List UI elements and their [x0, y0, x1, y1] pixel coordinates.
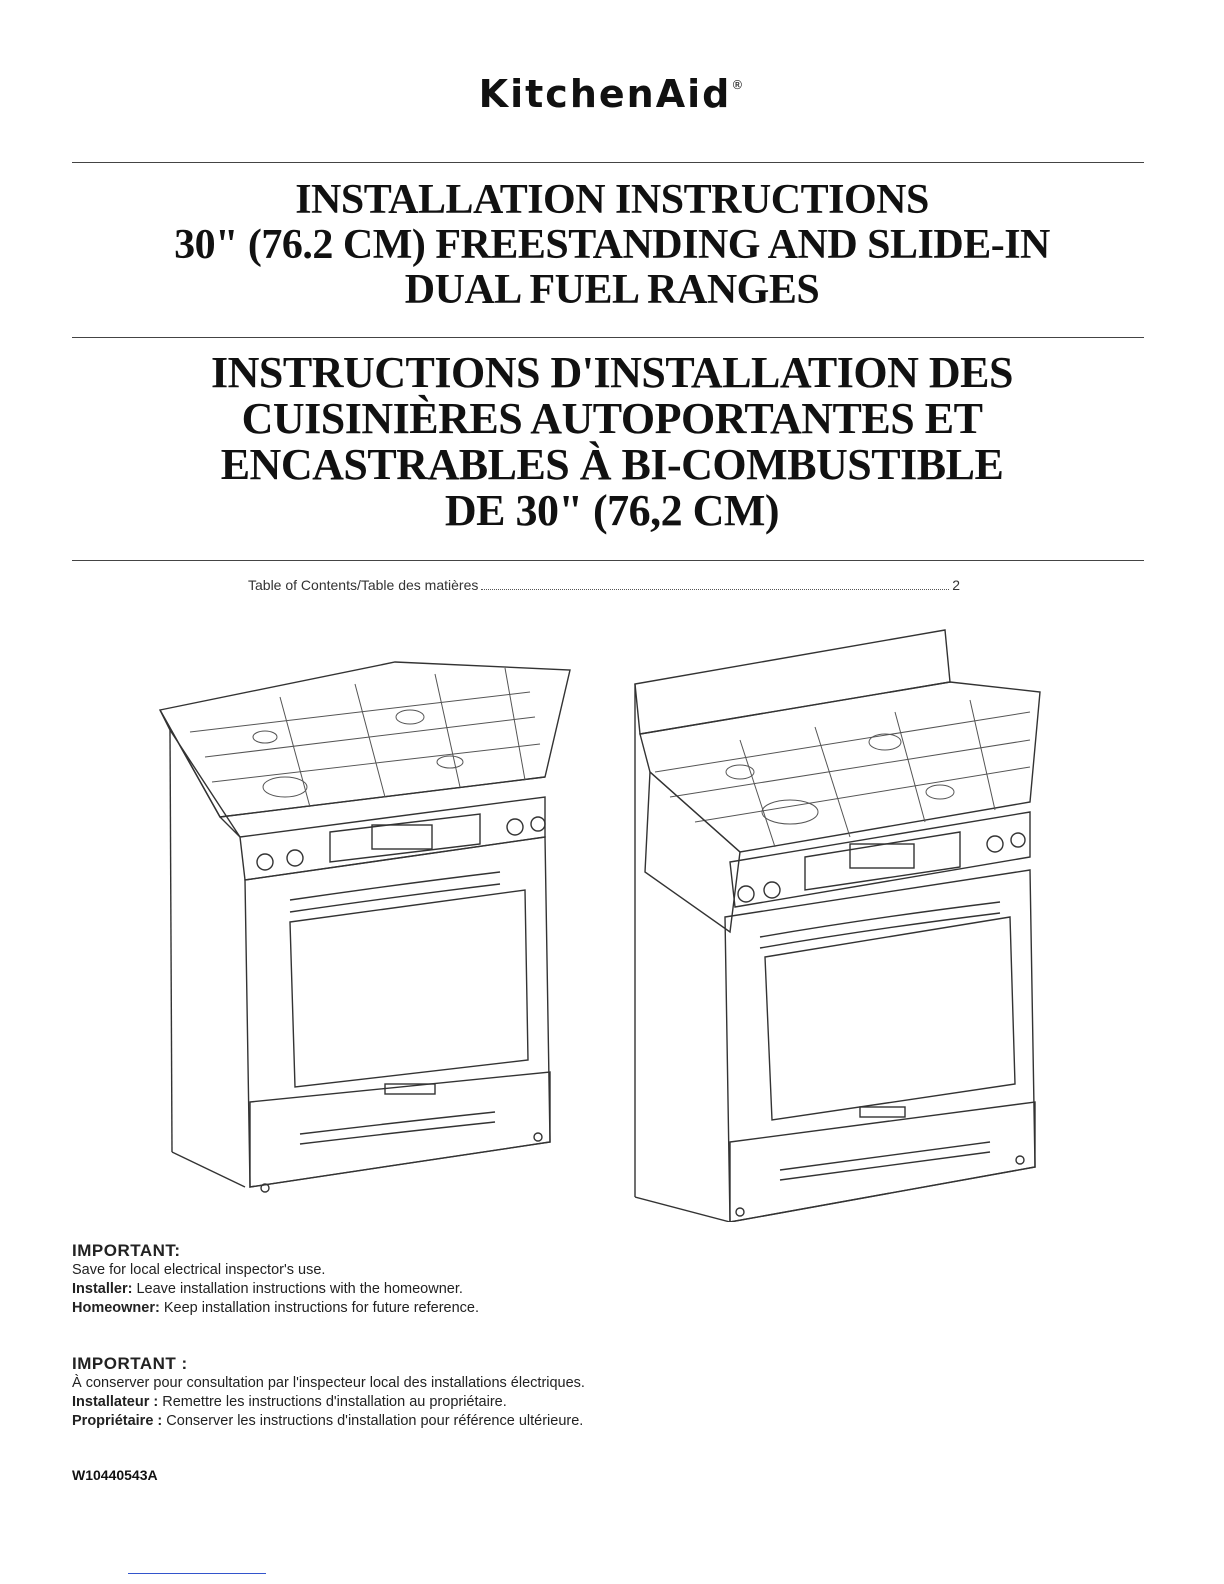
toc-page-number: 2 [952, 577, 960, 593]
title-en-line2: 30" (76.2 CM) FREESTANDING AND SLIDE-IN [174, 222, 1050, 268]
part-number: W10440543A [72, 1467, 158, 1483]
title-english [0, 178, 1224, 313]
title-en-line3: DUAL FUEL RANGES [404, 267, 820, 313]
divider-bottom [72, 560, 1144, 561]
installer-text-fr: Remettre les instructions d'installation au propriétaire. [158, 1394, 507, 1410]
title-fr-line2: CUISINIÈRES AUTOPORTANTES ET [241, 394, 983, 443]
homeowner-label-en: Homeowner: [72, 1300, 160, 1316]
title-fr-line3: ENCASTRABLES À BI-COMBUSTIBLE [220, 440, 1004, 489]
homeowner-text-en: Keep installation instructions for future reference. [159, 1300, 479, 1316]
title-fr-line1: INSTRUCTIONS D'INSTALLATION DES [211, 348, 1013, 397]
homeowner-text-fr: Conserver les instructions d'installation pour référence ultérieure. [162, 1413, 584, 1429]
toc-label: Table of Contents/Table des matières [248, 577, 479, 593]
brand-name: KitchenAid [478, 72, 732, 116]
divider-middle [72, 337, 1144, 338]
registered-mark: ® [731, 78, 746, 92]
important-fr-line1: À conserver pour consultation par l'inspecteur local des installations électriques. [72, 1375, 585, 1391]
important-notice-french [72, 1354, 585, 1431]
freestanding-range-drawing [635, 630, 1040, 1222]
important-en-line1: Save for local electrical inspector's use. [72, 1262, 326, 1278]
table-of-contents-entry[interactable] [248, 577, 960, 593]
installer-label-en: Installer: [72, 1281, 133, 1297]
installer-text-en: Leave installation instructions with the homeowner. [132, 1281, 463, 1297]
toc-leader-dots [481, 589, 949, 590]
important-fr-installer [72, 1393, 585, 1412]
ranges-illustration [150, 622, 1050, 1222]
important-heading-en: IMPORTANT: [72, 1241, 181, 1260]
important-en-homeowner [72, 1299, 479, 1318]
title-fr-line4: DE 30" (76,2 CM) [444, 486, 780, 535]
important-heading-fr: IMPORTANT : [72, 1354, 188, 1373]
homeowner-label-fr: Propriétaire : [72, 1413, 163, 1429]
installer-label-fr: Installateur : [72, 1394, 159, 1410]
divider-top [72, 162, 1144, 163]
footer-link-underline [128, 1573, 266, 1574]
slide-in-range-drawing [160, 662, 570, 1192]
title-en-line1: INSTALLATION INSTRUCTIONS [295, 177, 929, 223]
important-en-installer [72, 1280, 479, 1299]
important-notice-english [72, 1241, 479, 1318]
brand-logo [0, 72, 1224, 116]
title-french [0, 350, 1224, 534]
important-fr-homeowner [72, 1412, 585, 1431]
